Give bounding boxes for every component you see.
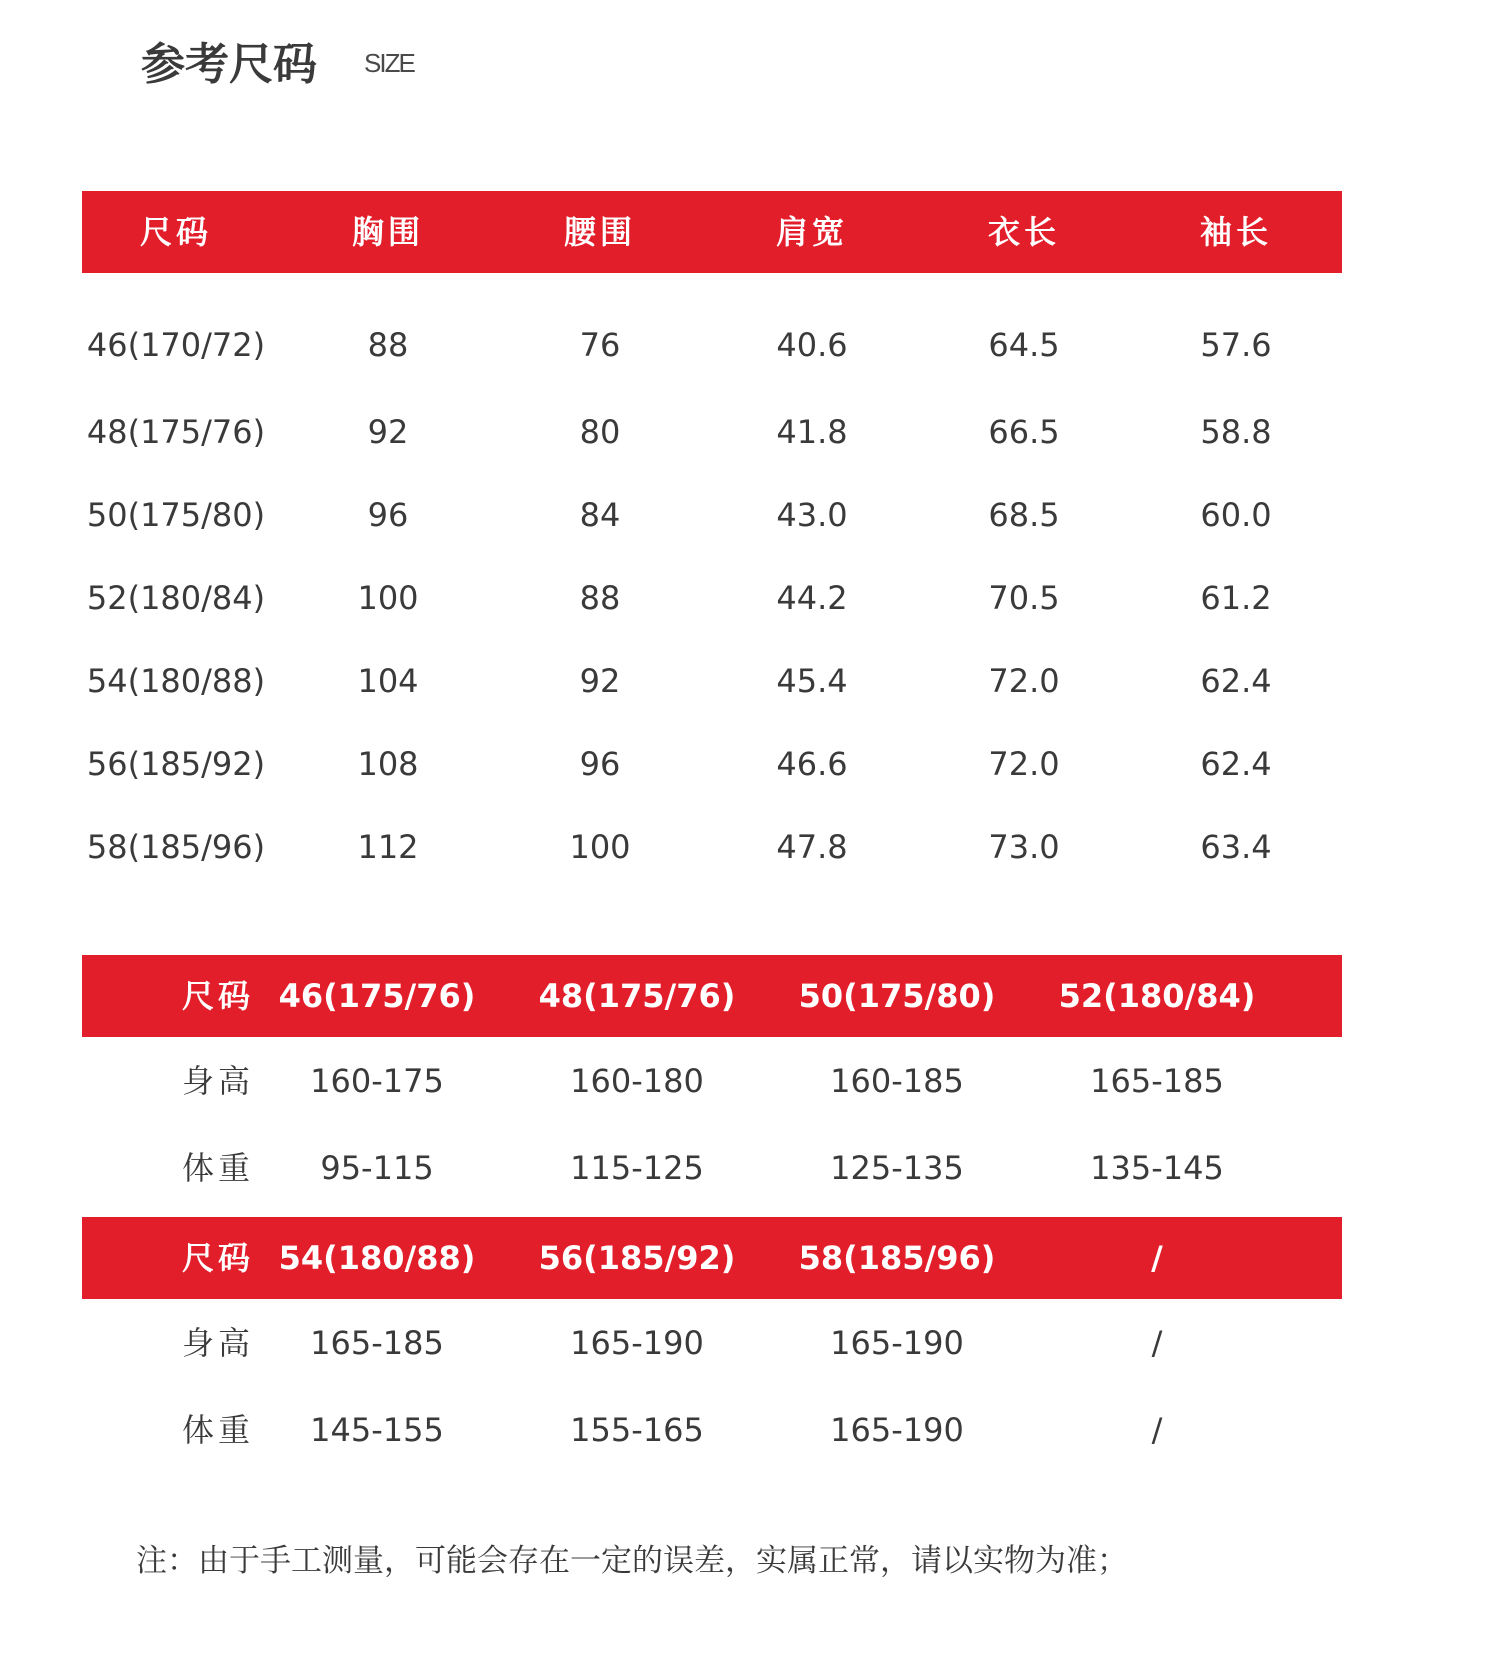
cell-sleeve: 58.8 bbox=[1200, 413, 1272, 451]
cell-chest: 96 bbox=[367, 496, 409, 534]
header-size-value: 56(185/92) bbox=[538, 1239, 736, 1277]
table-row bbox=[82, 556, 1342, 640]
measurement-table-header bbox=[82, 191, 1342, 273]
header-size: 尺码 bbox=[139, 213, 212, 251]
cell-length: 72.0 bbox=[988, 662, 1060, 700]
table-row bbox=[82, 805, 1342, 889]
height-weight-header bbox=[82, 955, 1342, 1037]
cell-shoulder: 45.4 bbox=[776, 662, 848, 700]
cell-length: 68.5 bbox=[988, 496, 1060, 534]
cell-sleeve: 62.4 bbox=[1200, 662, 1272, 700]
cell-length: 64.5 bbox=[988, 326, 1060, 364]
table-row bbox=[82, 1388, 1342, 1472]
cell-waist: 76 bbox=[579, 326, 621, 364]
cell-size: 52(180/84) bbox=[86, 579, 266, 617]
cell-waist: 100 bbox=[569, 828, 631, 866]
cell-shoulder: 46.6 bbox=[776, 745, 848, 783]
table-row bbox=[82, 1039, 1342, 1123]
cell-chest: 100 bbox=[357, 579, 419, 617]
cell-height: 160-180 bbox=[570, 1062, 704, 1100]
cell-height: / bbox=[1151, 1324, 1163, 1362]
table-row bbox=[82, 1126, 1342, 1210]
table-row bbox=[82, 722, 1342, 806]
cell-shoulder: 47.8 bbox=[776, 828, 848, 866]
header-length: 衣长 bbox=[987, 213, 1060, 251]
cell-sleeve: 62.4 bbox=[1200, 745, 1272, 783]
cell-size: 58(185/96) bbox=[86, 828, 266, 866]
cell-length: 72.0 bbox=[988, 745, 1060, 783]
cell-sleeve: 61.2 bbox=[1200, 579, 1272, 617]
cell-sleeve: 60.0 bbox=[1200, 496, 1272, 534]
cell-weight: 155-165 bbox=[570, 1411, 704, 1449]
cell-length: 73.0 bbox=[988, 828, 1060, 866]
table-row bbox=[82, 473, 1342, 557]
row-label-height: 身高 bbox=[181, 1324, 254, 1362]
table-row bbox=[82, 639, 1342, 723]
cell-waist: 84 bbox=[579, 496, 621, 534]
header-size-value: 54(180/88) bbox=[278, 1239, 476, 1277]
cell-shoulder: 40.6 bbox=[776, 326, 848, 364]
cell-weight: 145-155 bbox=[310, 1411, 444, 1449]
cell-weight: 115-125 bbox=[570, 1149, 704, 1187]
row-label-height: 身高 bbox=[181, 1062, 254, 1100]
cell-weight: 95-115 bbox=[320, 1149, 434, 1187]
header-size-value: 48(175/76) bbox=[538, 977, 736, 1015]
cell-size: 50(175/80) bbox=[86, 496, 266, 534]
cell-chest: 112 bbox=[357, 828, 419, 866]
cell-height: 165-185 bbox=[310, 1324, 444, 1362]
cell-chest: 108 bbox=[357, 745, 419, 783]
cell-shoulder: 44.2 bbox=[776, 579, 848, 617]
header-size-label: 尺码 bbox=[181, 1239, 254, 1277]
cell-weight: 125-135 bbox=[830, 1149, 964, 1187]
cell-sleeve: 63.4 bbox=[1200, 828, 1272, 866]
cell-weight: / bbox=[1151, 1411, 1163, 1449]
cell-sleeve: 57.6 bbox=[1200, 326, 1272, 364]
height-weight-header bbox=[82, 1217, 1342, 1299]
cell-size: 46(170/72) bbox=[86, 326, 266, 364]
header-size-value: 52(180/84) bbox=[1058, 977, 1256, 1015]
cell-height: 165-190 bbox=[830, 1324, 964, 1362]
cell-chest: 88 bbox=[367, 326, 409, 364]
header-size-value: 58(185/96) bbox=[798, 1239, 996, 1277]
table-row bbox=[82, 1301, 1342, 1385]
cell-size: 48(175/76) bbox=[86, 413, 266, 451]
cell-height: 160-185 bbox=[830, 1062, 964, 1100]
cell-height: 165-185 bbox=[1090, 1062, 1224, 1100]
cell-weight: 135-145 bbox=[1090, 1149, 1224, 1187]
cell-height: 160-175 bbox=[310, 1062, 444, 1100]
header-sleeve: 袖长 bbox=[1199, 213, 1272, 251]
cell-chest: 92 bbox=[367, 413, 409, 451]
cell-waist: 96 bbox=[579, 745, 621, 783]
title-chinese: 参考尺码 bbox=[141, 39, 317, 90]
header-size-value: / bbox=[1151, 1239, 1163, 1277]
header-shoulder: 肩宽 bbox=[775, 213, 848, 251]
cell-shoulder: 43.0 bbox=[776, 496, 848, 534]
title-english: SIZE bbox=[364, 48, 414, 78]
row-label-weight: 体重 bbox=[181, 1411, 254, 1449]
cell-waist: 80 bbox=[579, 413, 621, 451]
measurement-note: 注：由于手工测量，可能会存在一定的误差，实属正常，请以实物为准； bbox=[136, 1543, 1128, 1579]
cell-shoulder: 41.8 bbox=[776, 413, 848, 451]
header-size-value: 50(175/80) bbox=[798, 977, 996, 1015]
table-row bbox=[82, 390, 1342, 474]
cell-waist: 92 bbox=[579, 662, 621, 700]
cell-waist: 88 bbox=[579, 579, 621, 617]
header-waist: 腰围 bbox=[563, 213, 636, 251]
cell-length: 66.5 bbox=[988, 413, 1060, 451]
cell-height: 165-190 bbox=[570, 1324, 704, 1362]
cell-weight: 165-190 bbox=[830, 1411, 964, 1449]
header-size-label: 尺码 bbox=[181, 977, 254, 1015]
cell-length: 70.5 bbox=[988, 579, 1060, 617]
header-size-value: 46(175/76) bbox=[278, 977, 476, 1015]
header-chest: 胸围 bbox=[351, 213, 424, 251]
cell-chest: 104 bbox=[357, 662, 419, 700]
cell-size: 56(185/92) bbox=[86, 745, 266, 783]
table-row bbox=[82, 303, 1342, 387]
row-label-weight: 体重 bbox=[181, 1149, 254, 1187]
cell-size: 54(180/88) bbox=[86, 662, 266, 700]
